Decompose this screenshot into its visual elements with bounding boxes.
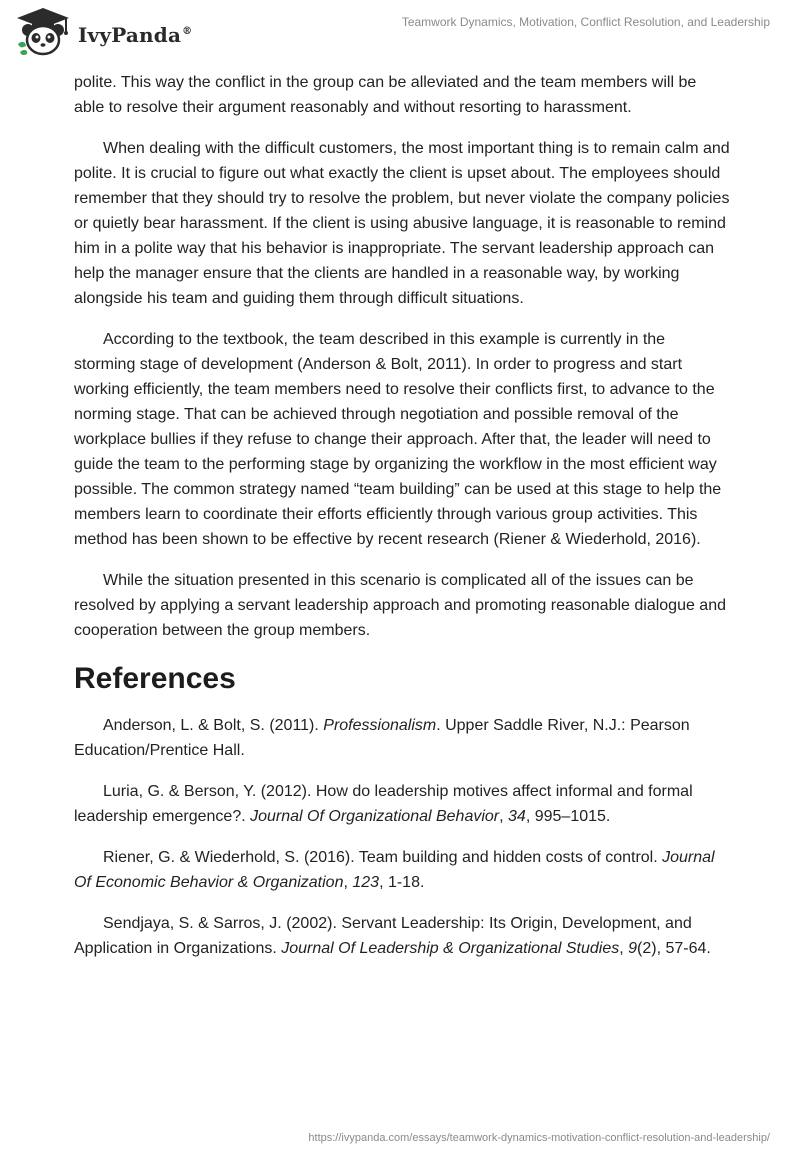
paragraph: polite. This way the conflict in the group can be alleviated and the team members will be able to resolve their argument reasonably and without resorting to harassment. [74,74,697,116]
reference-volume: 34 [508,808,526,825]
paragraph: While the situation presented in this scenario is complicated all of the issues can be resolved by applying a servant leadership approach and promoting reasonable dialogue and cooperation between the group members. [74,572,726,639]
paragraph: When dealing with the difficult customers, the most important thing is to remain calm and polite. It is crucial to figure out what exactly the client is upset about. The employees should remember that they should try to resolve the problem, but never violate the company policies or quietly bear harassment. If the client is using abusive language, it is reasonable to remind him in a polite way that his behavior is inappropriate. The servant leadership approach can help the manager ensure that the clients are handled in a reasonable way, by working alongside his team and guiding them through difficult situations. [74,140,730,307]
page-header [0,0,800,64]
reference-volume: 123 [352,874,380,891]
source-url[interactable]: https://ivypanda.com/essays/teamwork-dynamics-motivation-conflict-resolution-and-leadership/ [308,1132,770,1144]
paragraph: According to the textbook, the team described in this example is currently in the storming stage of development (Anderson & Bolt, 2011). In order to progress and start working efficiently, the team members need to resolve their conflicts first, to advance to the norming stage. That can be achieved through negotiation and possible removal of the workplace bullies if they refuse to change their approach. After that, the leader will need to guide the team to the performing stage by organizing the workflow in the most efficient way possible. The common strategy named “team building” can be used at this stage to help the members learn to coordinate their efforts efficiently through various group activities. This method has been shown to be effective by recent research (Riener & Wiederhold, 2016). [74,331,722,548]
reference-volume: 9 [628,940,638,957]
reference-title: Journal Of Economic Behavior & Organization [74,849,715,891]
document-title: Teamwork Dynamics, Motivation, Conflict Resolution, and Leadership [401,15,770,29]
essay-body [74,70,730,977]
reference-item: Riener, G. & Wiederhold, S. (2016). Team building and hidden costs of control. Journal Of Economic Behavior & Organization, 123, 1-18. [74,849,715,891]
reference-title: Professionalism [323,717,437,734]
reference-item: Luria, G. & Berson, Y. (2012). How do leadership motives affect informal and formal leadership emergence?. Journal Of Organizational Behavior, 34, 995–1015. [74,783,693,825]
panda-graduate-icon [14,6,72,58]
ivypanda-logo[interactable] [14,6,192,58]
logo-wordmark: IvyPanda® [78,23,193,47]
reference-item: Anderson, L. & Bolt, S. (2011). Professionalism. Upper Saddle River, N.J.: Pearson Education/Prentice Hall. [74,717,690,759]
reference-item: Sendjaya, S. & Sarros, J. (2002). Servant Leadership: Its Origin, Development, and Application in Organizations. Journal Of Leadership & Organizational Studies, 9(2), 57-64. [74,915,711,957]
reference-title: Journal Of Leadership & Organizational Studies [281,940,620,957]
reference-title: Journal Of Organizational Behavior [250,808,500,825]
references-heading: References [74,662,236,695]
